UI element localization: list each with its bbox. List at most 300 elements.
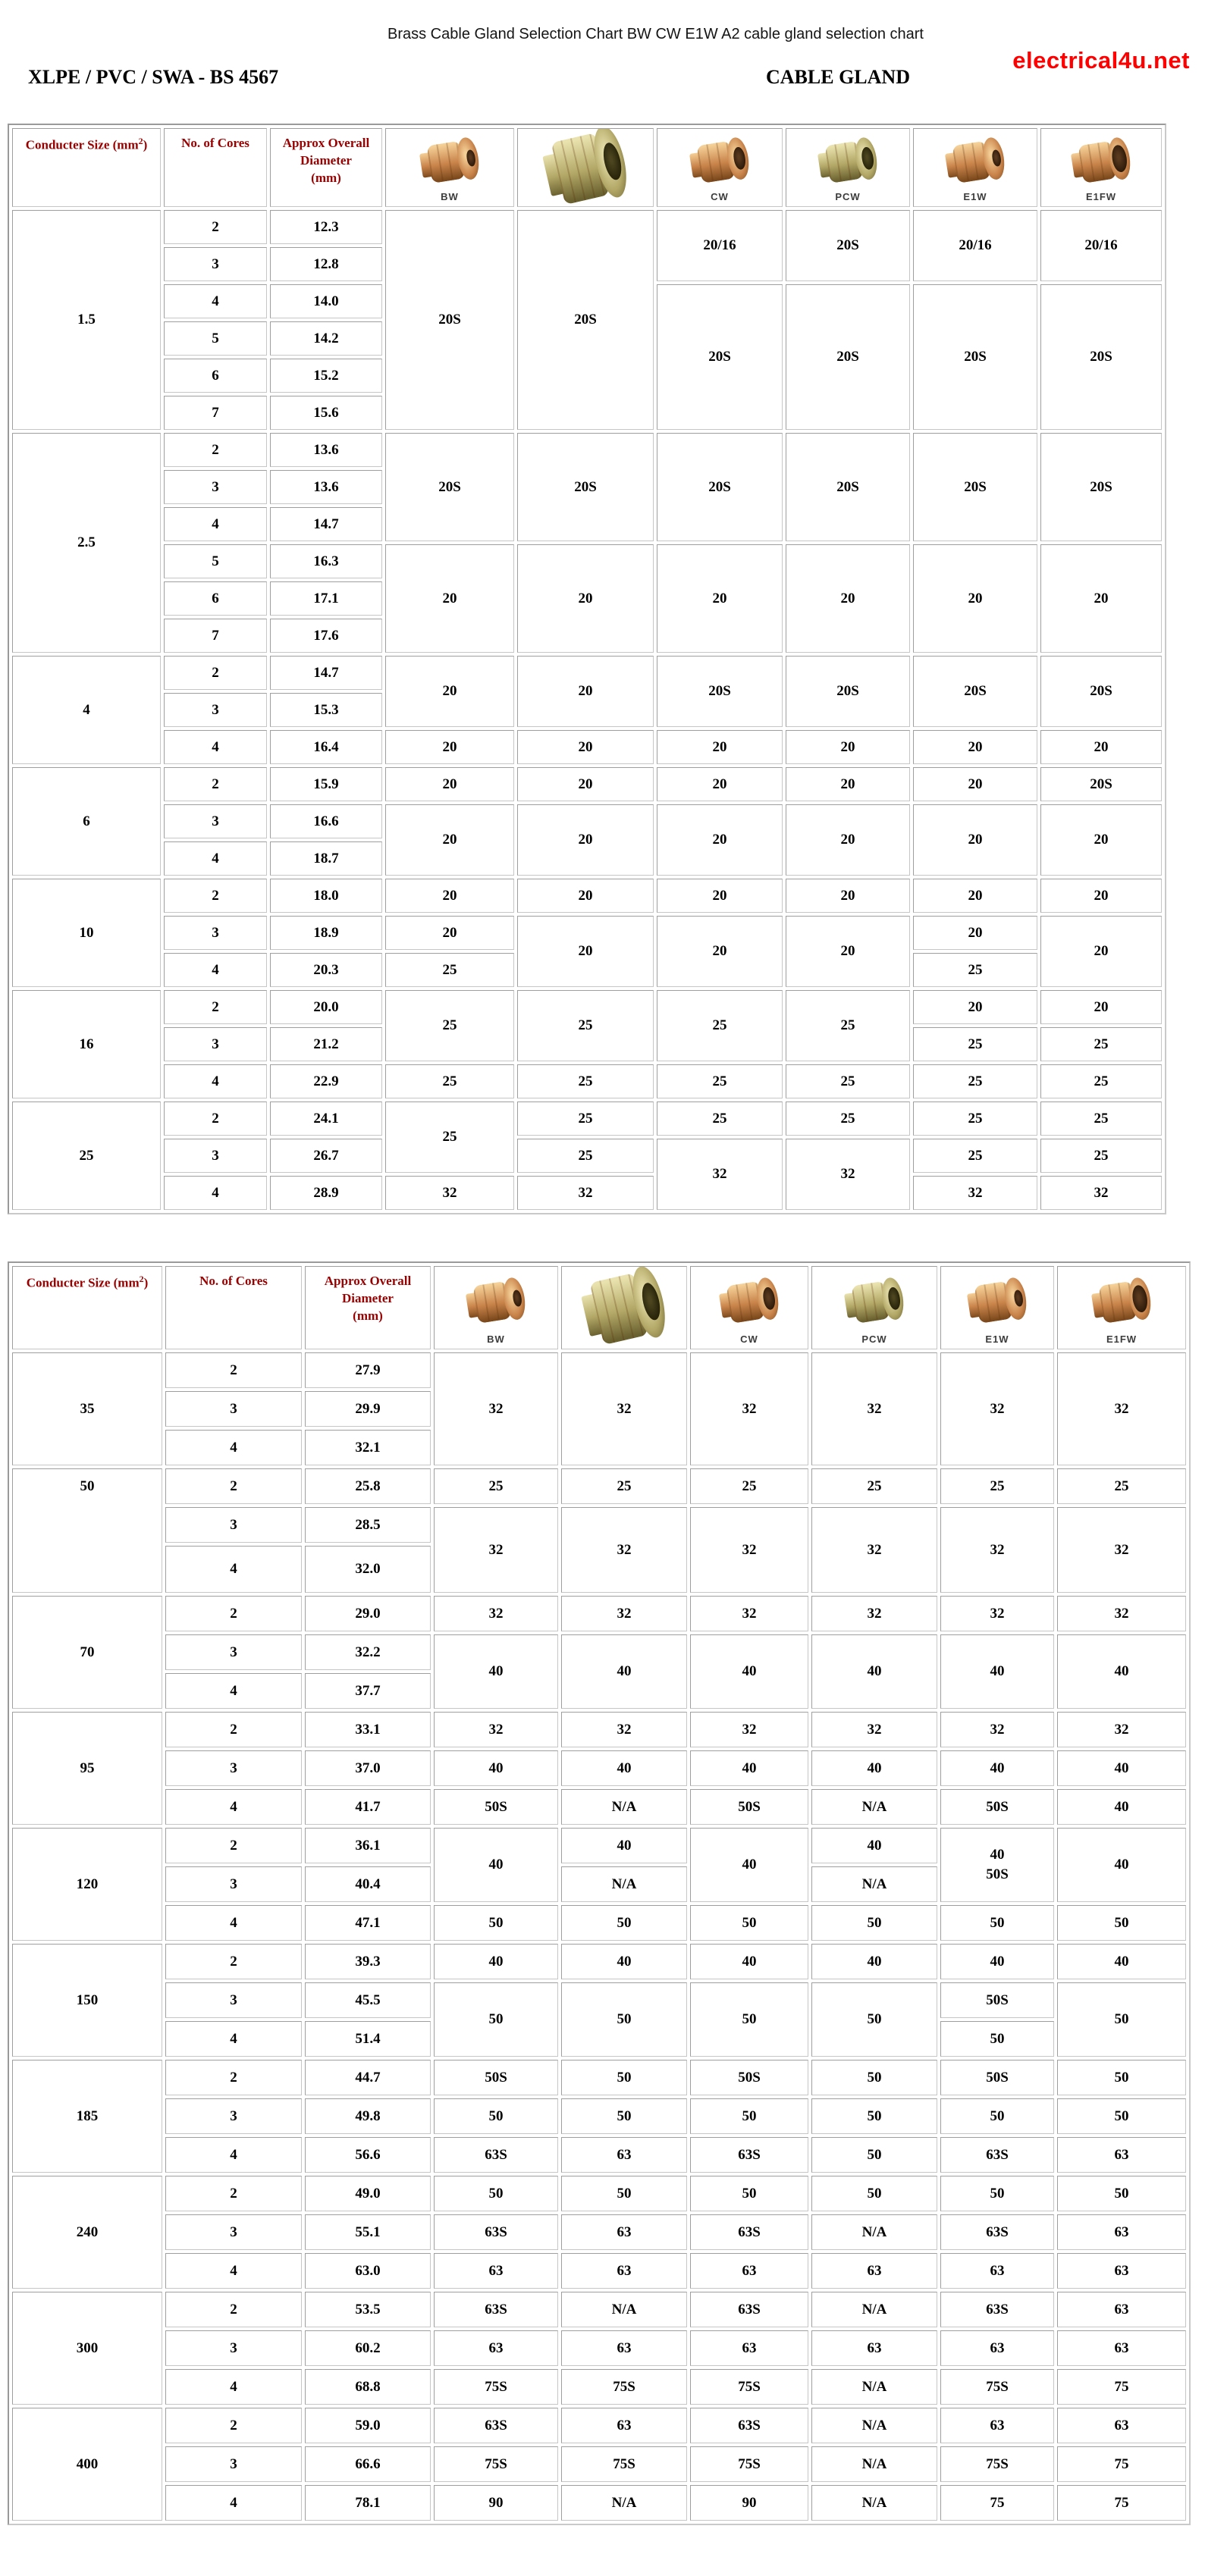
column-header-diameter: Approx Overall Diameter (mm) xyxy=(270,128,382,207)
diameter-cell: 14.0 xyxy=(270,284,382,318)
gland-size-cell: 75 xyxy=(1057,2446,1186,2482)
table-row xyxy=(12,730,1162,764)
conductor-size-cell: 10 xyxy=(12,879,161,987)
diameter-cell: 17.1 xyxy=(270,581,382,616)
gland-size-cell: 25 xyxy=(940,1468,1054,1504)
gland-size-cell: 40 xyxy=(690,1634,808,1709)
cores-cell: 2 xyxy=(164,990,267,1024)
gland-column-label: E1W xyxy=(963,190,987,202)
cores-cell: 2 xyxy=(165,1944,302,1979)
gland-column-label: PCW xyxy=(861,1333,887,1345)
cores-cell: 4 xyxy=(165,2253,302,2289)
conductor-size-cell: 400 xyxy=(12,2408,162,2521)
gland-size-cell: 50S xyxy=(940,2060,1054,2095)
diameter-cell: 28.9 xyxy=(270,1176,382,1210)
gland-size-cell: 63 xyxy=(1057,2408,1186,2443)
gland-size-cell: 40 xyxy=(1057,1944,1186,1979)
diameter-cell: 59.0 xyxy=(305,2408,431,2443)
gland-column-label: BW xyxy=(487,1333,505,1345)
diameter-cell: 21.2 xyxy=(270,1027,382,1061)
gland-size-cell: N/A xyxy=(811,2446,937,2482)
cores-cell: 3 xyxy=(164,470,267,504)
gland-size-cell: 50 xyxy=(434,2098,558,2134)
gland-size-cell: 50 xyxy=(940,1905,1054,1941)
gland-size-cell: 20S xyxy=(786,284,910,430)
column-header-conductor-size: Conducter Size $(mm^2)$ xyxy=(12,1266,162,1349)
gland-size-cell: 75S xyxy=(434,2446,558,2482)
gland-size-cell: 20 xyxy=(1040,804,1162,876)
gland-size-cell: 50 xyxy=(561,1982,687,2057)
pcw-gland-image xyxy=(816,136,880,186)
table-row xyxy=(12,1982,1186,2018)
gland-column-label: E1FW xyxy=(1106,1333,1138,1345)
diameter-cell: 40.4 xyxy=(305,1866,431,1902)
table-row xyxy=(12,2485,1186,2521)
cores-cell: 4 xyxy=(165,1546,302,1593)
gland-size-cell: 50 xyxy=(434,1982,558,2057)
cores-cell: 4 xyxy=(165,2485,302,2521)
gland-size-cell: 25 xyxy=(385,1102,514,1173)
gland-size-cell: 25 xyxy=(517,990,654,1061)
gland-size-cell: 32 xyxy=(385,1176,514,1210)
gland-column-label: E1W xyxy=(985,1333,1009,1345)
diameter-cell: 18.7 xyxy=(270,841,382,876)
diameter-cell: 15.3 xyxy=(270,693,382,727)
gland-size-cell: 20/16 xyxy=(913,210,1037,281)
cores-cell: 2 xyxy=(165,1712,302,1747)
gland-size-cell: 40 xyxy=(561,1634,687,1709)
gland-size-cell: 20 xyxy=(517,544,654,653)
gland-size-cell: 32 xyxy=(561,1507,687,1593)
gland-size-cell: 32 xyxy=(561,1596,687,1631)
gland-size-cell: 50 xyxy=(1057,2060,1186,2095)
selection-table-continued xyxy=(8,1261,1191,2525)
gland-size-cell: 40 xyxy=(434,1944,558,1979)
gland-size-cell: 40 xyxy=(940,1634,1054,1709)
gland-size-cell: 32 xyxy=(811,1352,937,1465)
conductor-size-cell: 2.5 xyxy=(12,433,161,653)
gland-size-cell: 63 xyxy=(434,2330,558,2366)
gland-size-cell: 25 xyxy=(1040,1102,1162,1136)
gland-size-cell: 32 xyxy=(1057,1507,1186,1593)
gland-size-cell: 50 xyxy=(434,1905,558,1941)
gland-column-label: PCW xyxy=(835,190,861,202)
gland-size-cell: 63 xyxy=(811,2330,937,2366)
gland-size-cell: 40 xyxy=(1057,1828,1186,1902)
diameter-cell: 47.1 xyxy=(305,1905,431,1941)
bw-gland-image xyxy=(418,136,482,186)
gland-size-cell: 50 xyxy=(561,2176,687,2211)
diameter-cell: 13.6 xyxy=(270,433,382,467)
conductor-size-cell: 35 xyxy=(12,1352,162,1465)
gland-size-cell: 25 xyxy=(913,953,1037,987)
cores-cell: 2 xyxy=(165,2060,302,2095)
e1fw-gland-image xyxy=(1069,136,1133,186)
gland-size-cell: 63 xyxy=(1057,2253,1186,2289)
gland-size-cell: 20 xyxy=(517,879,654,913)
gland-size-cell: 40 xyxy=(561,1828,687,1863)
diameter-cell: 78.1 xyxy=(305,2485,431,2521)
cores-cell: 3 xyxy=(165,1391,302,1427)
diameter-cell: 18.0 xyxy=(270,879,382,913)
gland-size-cell: 63S xyxy=(434,2408,558,2443)
table-row xyxy=(12,1828,1186,1863)
gland-size-cell: 20S xyxy=(1040,284,1162,430)
cores-cell: 4 xyxy=(164,507,267,541)
gland-size-cell: 32 xyxy=(1057,1352,1186,1465)
table-row xyxy=(12,2060,1186,2095)
gland-size-cell: 50 xyxy=(940,2176,1054,2211)
gland-size-cell: 32 xyxy=(811,1596,937,1631)
gland-size-cell: 20 xyxy=(517,656,654,727)
diameter-cell: 29.9 xyxy=(305,1391,431,1427)
gland-size-cell: 40 xyxy=(434,1750,558,1786)
gland-size-cell: 32 xyxy=(1057,1596,1186,1631)
cores-cell: 2 xyxy=(164,767,267,801)
pcw-gland-image xyxy=(843,1276,906,1327)
cores-cell: 2 xyxy=(165,1596,302,1631)
table-row xyxy=(12,1712,1186,1747)
cores-cell: 4 xyxy=(164,730,267,764)
diameter-cell: 14.2 xyxy=(270,321,382,356)
gland-size-cell: 20S xyxy=(786,210,910,281)
cores-cell: 3 xyxy=(165,2098,302,2134)
cores-cell: 2 xyxy=(165,1828,302,1863)
cores-cell: 4 xyxy=(165,2369,302,2405)
unlabeled-gland-image xyxy=(578,1266,671,1349)
gland-size-cell: 50 xyxy=(690,1982,808,2057)
gland-size-cell: 20S xyxy=(1040,767,1162,801)
gland-size-cell: 20 xyxy=(786,544,910,653)
gland-size-cell: 50S xyxy=(434,2060,558,2095)
gland-size-cell: 20 xyxy=(1040,916,1162,987)
gland-column-label: E1FW xyxy=(1085,190,1117,202)
table-row xyxy=(12,1905,1186,1941)
gland-column-label: CW xyxy=(740,1333,758,1345)
table-row xyxy=(12,2330,1186,2366)
gland-size-cell: 20 xyxy=(517,804,654,876)
diameter-cell: 55.1 xyxy=(305,2214,431,2250)
cores-cell: 6 xyxy=(164,581,267,616)
column-header-bw xyxy=(434,1266,558,1349)
column-header-bw xyxy=(385,128,514,207)
gland-size-cell: 75 xyxy=(940,2485,1054,2521)
gland-size-cell: 20/16 xyxy=(1040,210,1162,281)
selection-table-xlpe-pvc-swa xyxy=(8,124,1166,1214)
gland-size-cell: 50 xyxy=(811,2137,937,2173)
diameter-cell: 14.7 xyxy=(270,656,382,690)
conductor-size-cell: 185 xyxy=(12,2060,162,2173)
cores-cell: 4 xyxy=(164,1064,267,1098)
table-row xyxy=(12,990,1162,1024)
diameter-cell: 20.3 xyxy=(270,953,382,987)
gland-size-cell: 25 xyxy=(811,1468,937,1504)
gland-size-cell: 25 xyxy=(786,1064,910,1098)
cores-cell: 4 xyxy=(165,1789,302,1825)
conductor-size-cell: 6 xyxy=(12,767,161,876)
gland-size-cell: 25 xyxy=(517,1064,654,1098)
column-header-e1w xyxy=(940,1266,1054,1349)
gland-size-cell: 32 xyxy=(940,1712,1054,1747)
cores-cell: 3 xyxy=(165,2330,302,2366)
headings-row xyxy=(0,66,1205,101)
cores-cell: 3 xyxy=(165,2446,302,2482)
diameter-cell: 32.0 xyxy=(305,1546,431,1593)
gland-column-label: CW xyxy=(711,190,729,202)
cores-cell: 3 xyxy=(164,804,267,838)
gland-size-cell: 40 xyxy=(811,1828,937,1863)
gland-size-cell: 63 xyxy=(940,2253,1054,2289)
cores-cell: 3 xyxy=(165,1507,302,1543)
gland-size-cell: 25 xyxy=(385,1064,514,1098)
diameter-cell: 51.4 xyxy=(305,2021,431,2057)
gland-size-cell: 40 xyxy=(811,1944,937,1979)
table-row xyxy=(12,1634,1186,1670)
gland-size-cell: 32 xyxy=(690,1712,808,1747)
cores-cell: 3 xyxy=(165,1982,302,2018)
cores-cell: 4 xyxy=(165,2137,302,2173)
cores-cell: 3 xyxy=(165,2214,302,2250)
conductor-size-cell: 120 xyxy=(12,1828,162,1941)
gland-size-cell: 20S xyxy=(657,433,783,541)
gland-size-cell: 40 xyxy=(690,1750,808,1786)
gland-size-cell: 63S xyxy=(940,2214,1054,2250)
gland-size-cell: 40 xyxy=(434,1634,558,1709)
diameter-cell: 27.9 xyxy=(305,1352,431,1388)
column-header-cw xyxy=(657,128,783,207)
gland-size-cell: N/A xyxy=(811,2369,937,2405)
gland-size-cell: 40 xyxy=(690,1944,808,1979)
diameter-cell: 12.3 xyxy=(270,210,382,244)
cores-cell: 3 xyxy=(165,1750,302,1786)
gland-size-cell: 25 xyxy=(786,990,910,1061)
gland-size-cell: 40 xyxy=(811,1750,937,1786)
gland-size-cell: 20 xyxy=(657,767,783,801)
column-header-cores: No. of Cores xyxy=(165,1266,302,1349)
gland-size-cell: 20 xyxy=(385,804,514,876)
gland-size-cell: 20 xyxy=(913,990,1037,1024)
gland-size-cell: 32 xyxy=(940,1596,1054,1631)
gland-size-cell: 32 xyxy=(1057,1712,1186,1747)
gland-size-cell: 32 xyxy=(690,1352,808,1465)
gland-size-cell: 25 xyxy=(913,1064,1037,1098)
gland-size-cell: 25 xyxy=(1040,1064,1162,1098)
table-row xyxy=(12,804,1162,838)
column-header-cw xyxy=(690,1266,808,1349)
gland-size-cell: 50 xyxy=(811,1982,937,2057)
bw-gland-image xyxy=(464,1276,528,1327)
cores-cell: 3 xyxy=(165,1866,302,1902)
gland-size-cell: 25 xyxy=(690,1468,808,1504)
gland-size-cell: 20/16 xyxy=(657,210,783,281)
diameter-cell: 56.6 xyxy=(305,2137,431,2173)
gland-size-cell: 63 xyxy=(561,2330,687,2366)
gland-size-cell: 20 xyxy=(657,730,783,764)
gland-size-cell: 32 xyxy=(690,1507,808,1593)
table-row xyxy=(12,1944,1186,1979)
gland-size-cell: 20 xyxy=(786,916,910,987)
gland-size-cell: 25 xyxy=(1040,1027,1162,1061)
gland-size-cell: N/A xyxy=(561,2292,687,2327)
diameter-cell: 37.7 xyxy=(305,1673,431,1709)
gland-size-cell: 50 xyxy=(811,2098,937,2134)
column-header-e1fw xyxy=(1040,128,1162,207)
gland-size-cell: 63 xyxy=(690,2330,808,2366)
cores-cell: 4 xyxy=(164,953,267,987)
gland-size-cell: 63S xyxy=(940,2137,1054,2173)
diameter-cell: 33.1 xyxy=(305,1712,431,1747)
diameter-cell: 29.0 xyxy=(305,1596,431,1631)
cores-cell: 3 xyxy=(164,247,267,281)
gland-size-cell: N/A xyxy=(811,1789,937,1825)
gland-size-cell: 63S xyxy=(434,2292,558,2327)
gland-size-cell: 75S xyxy=(434,2369,558,2405)
diameter-cell: 60.2 xyxy=(305,2330,431,2366)
gland-size-cell: 25 xyxy=(561,1468,687,1504)
gland-size-cell: 63 xyxy=(1057,2137,1186,2173)
column-header-unlabeled xyxy=(517,128,654,207)
gland-size-cell: 20 xyxy=(385,544,514,653)
table-row xyxy=(12,2214,1186,2250)
table-row xyxy=(12,1596,1186,1631)
cores-cell: 3 xyxy=(164,1139,267,1173)
gland-size-cell: 20 xyxy=(385,879,514,913)
gland-size-cell: 40 xyxy=(1057,1789,1186,1825)
gland-size-cell: 50 xyxy=(561,2060,687,2095)
gland-size-cell: 20 xyxy=(385,916,514,950)
gland-size-cell: 20 xyxy=(657,916,783,987)
cores-cell: 3 xyxy=(164,693,267,727)
gland-size-cell: 20 xyxy=(1040,730,1162,764)
gland-size-cell: 32 xyxy=(811,1507,937,1593)
diameter-cell: 49.8 xyxy=(305,2098,431,2134)
gland-size-cell: 25 xyxy=(786,1102,910,1136)
diameter-cell: 24.1 xyxy=(270,1102,382,1136)
cw-gland-image xyxy=(688,136,752,186)
gland-size-cell: 63 xyxy=(1057,2214,1186,2250)
gland-size-cell: 20 xyxy=(913,730,1037,764)
gland-size-cell: 20 xyxy=(517,916,654,987)
column-header-diameter: Approx Overall Diameter (mm) xyxy=(305,1266,431,1349)
gland-size-cell: 90 xyxy=(690,2485,808,2521)
gland-size-cell: 20S xyxy=(913,284,1037,430)
cores-cell: 4 xyxy=(164,284,267,318)
table-row xyxy=(12,2446,1186,2482)
table-row xyxy=(12,2176,1186,2211)
column-header-conductor-size: Conducter Size $(mm^2)$ xyxy=(12,128,161,207)
gland-size-cell: 50 xyxy=(811,2176,937,2211)
table-row xyxy=(12,879,1162,913)
conductor-size-cell: 25 xyxy=(12,1102,161,1210)
gland-size-cell: 75 xyxy=(1057,2485,1186,2521)
gland-size-cell: 50 xyxy=(1057,1982,1186,2057)
cores-cell: 4 xyxy=(165,2021,302,2057)
gland-size-cell: 50 xyxy=(940,2098,1054,2134)
gland-size-cell: N/A xyxy=(811,2485,937,2521)
gland-size-cell: 20 xyxy=(913,916,1037,950)
table-row xyxy=(12,2253,1186,2289)
gland-size-cell: 25 xyxy=(657,1064,783,1098)
gland-size-cell: 63S xyxy=(690,2214,808,2250)
cw-gland-image xyxy=(717,1276,781,1327)
gland-column-label: BW xyxy=(441,190,459,202)
cores-cell: 2 xyxy=(164,656,267,690)
gland-size-cell: 40 xyxy=(561,1750,687,1786)
gland-size-cell: N/A xyxy=(561,1789,687,1825)
table-row xyxy=(12,1468,1186,1504)
table-row xyxy=(12,210,1162,244)
table-row xyxy=(12,1352,1186,1388)
gland-size-cell: 20 xyxy=(913,804,1037,876)
gland-size-cell: 63 xyxy=(561,2253,687,2289)
conductor-size-cell: 70 xyxy=(12,1596,162,1709)
diameter-cell: 12.8 xyxy=(270,247,382,281)
gland-size-cell: 75 xyxy=(1057,2369,1186,2405)
gland-size-cell: 25 xyxy=(517,1102,654,1136)
gland-size-cell: 40 xyxy=(561,1944,687,1979)
gland-size-cell: 50 xyxy=(940,2021,1054,2057)
gland-size-cell: 32 xyxy=(786,1139,910,1210)
table-row xyxy=(12,2137,1186,2173)
gland-size-cell: 50 xyxy=(811,2060,937,2095)
diameter-cell: 22.9 xyxy=(270,1064,382,1098)
gland-size-cell: 32 xyxy=(657,1139,783,1210)
diameter-cell: 26.7 xyxy=(270,1139,382,1173)
gland-size-cell: 50S xyxy=(940,1982,1054,2018)
table-row xyxy=(12,2408,1186,2443)
table-row xyxy=(12,2098,1186,2134)
diameter-cell: 28.5 xyxy=(305,1507,431,1543)
gland-size-cell: 40 50S xyxy=(940,1828,1054,1902)
conductor-size-cell: 150 xyxy=(12,1944,162,2057)
cores-cell: 3 xyxy=(164,916,267,950)
diameter-cell: 16.3 xyxy=(270,544,382,578)
cores-cell: 4 xyxy=(164,1176,267,1210)
diameter-cell: 20.0 xyxy=(270,990,382,1024)
gland-size-cell: 32 xyxy=(811,1712,937,1747)
gland-size-cell: 20S xyxy=(385,210,514,430)
gland-size-cell: 20S xyxy=(913,433,1037,541)
gland-size-cell: 63S xyxy=(434,2214,558,2250)
cores-cell: 2 xyxy=(165,2292,302,2327)
gland-size-cell: N/A xyxy=(561,1866,687,1902)
gland-size-cell: 32 xyxy=(517,1176,654,1210)
standard-heading: XLPE / PVC / SWA - BS 4567 xyxy=(28,66,279,88)
gland-size-cell: 63S xyxy=(434,2137,558,2173)
cores-cell: 3 xyxy=(165,1634,302,1670)
diameter-cell: 39.3 xyxy=(305,1944,431,1979)
gland-size-cell: 25 xyxy=(1057,1468,1186,1504)
table-row xyxy=(12,656,1162,690)
diameter-cell: 13.6 xyxy=(270,470,382,504)
gland-size-cell: 20 xyxy=(385,767,514,801)
gland-size-cell: 50 xyxy=(1057,2098,1186,2134)
table-row xyxy=(12,544,1162,578)
diameter-cell: 25.8 xyxy=(305,1468,431,1504)
gland-size-cell: 63 xyxy=(940,2408,1054,2443)
cores-cell: 7 xyxy=(164,396,267,430)
gland-size-cell: 32 xyxy=(1040,1176,1162,1210)
conductor-size-cell: 4 xyxy=(12,656,161,764)
gland-size-cell: 50 xyxy=(690,1905,808,1941)
gland-size-cell: 40 xyxy=(1057,1634,1186,1709)
gland-size-cell: 63 xyxy=(940,2330,1054,2366)
diameter-cell: 68.8 xyxy=(305,2369,431,2405)
diameter-cell: 16.6 xyxy=(270,804,382,838)
gland-size-cell: 50S xyxy=(690,1789,808,1825)
gland-size-cell: 63 xyxy=(434,2253,558,2289)
table-row xyxy=(12,2369,1186,2405)
